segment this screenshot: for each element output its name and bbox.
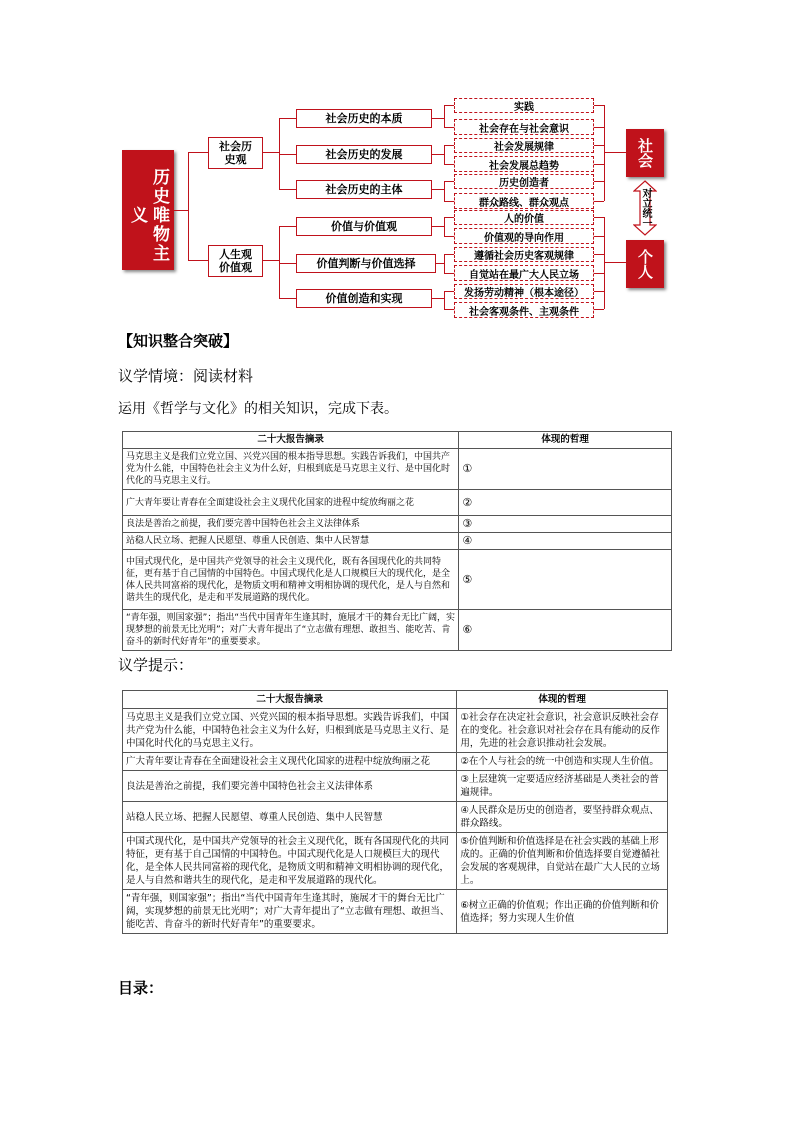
table-row [123, 490, 672, 516]
table-row [123, 753, 668, 771]
excerpt-cell: 广大青年要让青春在全面建设社会主义现代化国家的进程中绽放绚丽之花 [123, 753, 457, 771]
section-title: 【知识整合突破】 [118, 332, 239, 350]
leaf-practice: 实践 [454, 98, 594, 113]
table-row [123, 890, 668, 934]
scenario-title: 议学情境：阅读材料 [118, 367, 254, 385]
leaf-social-development-trend: 社会发展总趋势 [454, 156, 594, 172]
leaf-history-creator: 历史创造者 [454, 174, 594, 189]
answer-cell[interactable]: ⑥ [459, 610, 672, 651]
leaf-follow-objective-law: 遵循社会历史客观规律 [454, 247, 594, 262]
table-row [123, 802, 668, 833]
table-row [123, 833, 668, 890]
header-philosophy: 体现的哲理 [459, 432, 672, 449]
excerpt-cell: 马克思主义是我们立党立国、兴党兴国的根本指导思想。实践告诉我们，中国共产党为什么能，中国特色社会主义为什么好，归根到底是马克思主义行、是中国化时代化的马克思主义行。 [123, 449, 459, 490]
answer-cell[interactable]: ④ [459, 533, 672, 550]
excerpt-cell: 广大青年要让青春在全面建设社会主义现代化国家的进程中绽放绚丽之花 [123, 490, 459, 516]
excerpt-cell: “青年强，则国家强”；指出“当代中国青年生逢其时，施展才干的舞台无比广阔，实现梦想的前景无比光明”；对广大青年提出了“立志做有理想、敢担当、能吃苦、肯奋斗的新时代好青年”的重要要求。 [123, 890, 457, 934]
header-excerpt: 二十大报告摘录 [123, 432, 459, 449]
excerpt-cell: 站稳人民立场、把握人民愿望、尊重人民创造、集中人民智慧 [123, 533, 459, 550]
answer-cell[interactable]: ① [459, 449, 672, 490]
excerpt-cell: 站稳人民立场、把握人民愿望、尊重人民创造、集中人民智慧 [123, 802, 457, 833]
excerpt-cell: 中国式现代化，是中国共产党领导的社会主义现代化，既有各国现代化的共同特征，更有基于自己国情的中国特色。中国式现代化是人口规模巨大的现代化，是全体人民共同富裕的现代化，是物质文明和精神文明相协调的现代化，是人与自然和谐共生的现代化，是走和平发展道路的现代化。 [123, 550, 459, 610]
table-header [123, 691, 668, 709]
answer-cell[interactable]: ③ [459, 516, 672, 533]
answer-cell: ②在个人与社会的统一中创造和实现人生价值。 [457, 753, 668, 771]
excerpt-cell: “青年强，则国家强”；指出“当代中国青年生逢其时，施展才干的舞台无比广阔，实现梦想的前景无比光明”；对广大青年提出了“立志做有理想、敢担当、能吃苦、肯奋斗的新时代好青年”的重要要求。 [123, 610, 459, 651]
node-value-judgment: 价值判断与价值选择 [296, 254, 436, 273]
mindmap-root: 历史唯物主义 [122, 150, 174, 270]
node-social-history-development: 社会历史的发展 [296, 145, 432, 164]
leaf-people-stand: 自觉站在最广大人民立场 [454, 265, 594, 281]
excerpt-cell: 良法是善治之前提，我们要完善中国特色社会主义法律体系 [123, 771, 457, 802]
table-row [123, 709, 668, 753]
node-social-history-essence: 社会历史的本质 [296, 109, 432, 128]
leaf-values-guidance: 价值观的导向作用 [454, 228, 594, 244]
branch-life-values: 人生观价值观 [208, 245, 263, 277]
table-row [123, 533, 672, 550]
unity-label: 对立统一 [640, 188, 651, 228]
exercise-table [122, 431, 672, 651]
node-social-history-subject: 社会历史的主体 [296, 180, 432, 199]
leaf-human-value: 人的价值 [454, 210, 594, 225]
individual-box: 个人 [626, 240, 664, 288]
header-excerpt: 二十大报告摘录 [123, 691, 457, 709]
leaf-labor-spirit: 发扬劳动精神（根本途径） [454, 284, 594, 299]
table-row [123, 550, 672, 610]
header-philosophy: 体现的哲理 [457, 691, 668, 709]
leaf-mass-line: 群众路线、群众观点 [454, 193, 594, 209]
branch-social-history: 社会历史观 [208, 137, 263, 169]
society-box: 社会 [626, 129, 664, 177]
answer-cell[interactable]: ② [459, 490, 672, 516]
excerpt-cell: 中国式现代化，是中国共产党领导的社会主义现代化，既有各国现代化的共同特征，更有基于自己国情的中国特色。中国式现代化是人口规模巨大的现代化，是全体人民共同富裕的现代化，是物质文明和精神文明相协调的现代化，是人与自然和谐共生的现代化，是走和平发展道路的现代化。 [123, 833, 457, 890]
table-row [123, 449, 672, 490]
node-value-creation: 价值创造和实现 [296, 289, 432, 308]
toc-title: 目录： [118, 979, 164, 997]
answer-cell[interactable]: ⑤ [459, 550, 672, 610]
table-row [123, 771, 668, 802]
excerpt-cell: 马克思主义是我们立党立国、兴党兴国的根本指导思想。实践告诉我们，中国共产党为什么能，中国特色社会主义为什么好，归根到底是马克思主义行、是中国化时代化的马克思主义行。 [123, 709, 457, 753]
table-row [123, 516, 672, 533]
instruction: 运用《哲学与文化》的相关知识，完成下表。 [118, 401, 398, 417]
answer-cell: ③上层建筑一定要适应经济基础是人类社会的普遍规律。 [457, 771, 668, 802]
leaf-social-existence-consciousness: 社会存在与社会意识 [454, 119, 594, 135]
answer-cell: ⑥树立正确的价值观；作出正确的价值判断和价值选择；努力实现人生价值 [457, 890, 668, 934]
answer-cell: ⑤价值判断和价值选择是在社会实践的基础上形成的。正确的价值判断和价值选择要自觉遵循社会发展的客观规律，自觉站在最广大人民的立场上。 [457, 833, 668, 890]
excerpt-cell: 良法是善治之前提，我们要完善中国特色社会主义法律体系 [123, 516, 459, 533]
node-value-and-values: 价值与价值观 [296, 217, 432, 236]
leaf-social-development-law: 社会发展规律 [454, 138, 594, 153]
hint-title: 议学提示： [118, 656, 194, 674]
answer-cell: ④人民群众是历史的创造者，要坚持群众观点、群众路线。 [457, 802, 668, 833]
leaf-conditions: 社会客观条件、主观条件 [454, 302, 594, 318]
hint-table [122, 690, 668, 934]
table-row [123, 610, 672, 651]
table-header [123, 432, 672, 449]
answer-cell: ①社会存在决定社会意识，社会意识反映社会存在的变化。社会意识对社会存在具有能动的反作用，先进的社会意识推动社会发展。 [457, 709, 668, 753]
